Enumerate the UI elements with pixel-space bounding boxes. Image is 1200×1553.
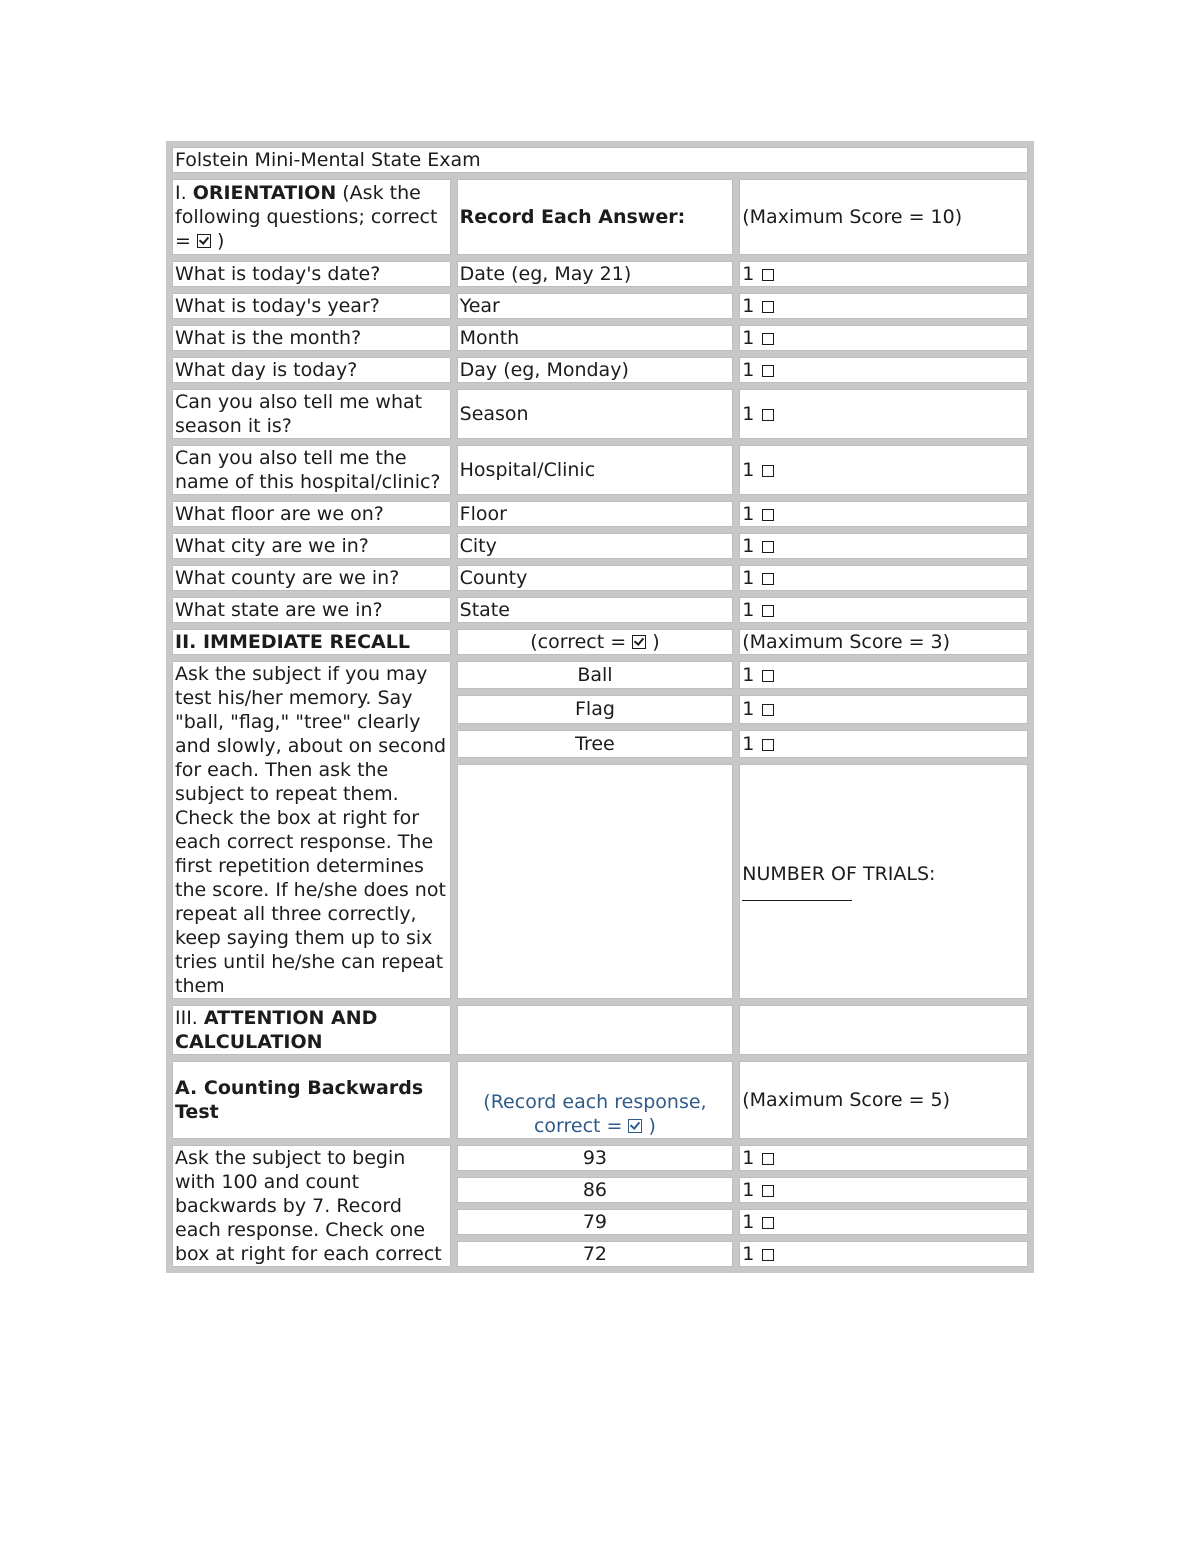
answer-field: Year xyxy=(457,293,734,319)
question: Can you also tell me what season it is? xyxy=(172,389,451,439)
checked-box-icon xyxy=(632,635,646,649)
score-checkbox[interactable] xyxy=(762,409,774,421)
score-cell: 1 xyxy=(739,730,1028,758)
answer-field: Floor xyxy=(457,501,734,527)
answer-field: Date (eg, May 21) xyxy=(457,261,734,287)
score-checkbox[interactable] xyxy=(762,541,774,553)
score-checkbox[interactable] xyxy=(762,465,774,477)
score-checkbox[interactable] xyxy=(762,1153,774,1165)
score-cell: 1 xyxy=(739,661,1028,689)
score-cell: 1 xyxy=(739,325,1028,351)
orientation-header-row xyxy=(172,179,1028,255)
score-cell: 1 xyxy=(739,1209,1028,1235)
counting-response: 86 xyxy=(457,1177,734,1203)
score-checkbox[interactable] xyxy=(762,1185,774,1197)
counting-record-legend: (Record each response, correct = ) xyxy=(457,1061,734,1139)
trials-label: NUMBER OF TRIALS: xyxy=(742,863,936,885)
recall-max-score: (Maximum Score = 3) xyxy=(739,629,1028,655)
recall-correct-legend: (correct = ) xyxy=(457,629,734,655)
score-cell: 1 xyxy=(739,597,1028,623)
score-cell: 1 xyxy=(739,1177,1028,1203)
recall-word: Flag xyxy=(457,695,734,723)
question: Can you also tell me the name of this hospital/clinic? xyxy=(172,445,451,495)
orientation-max-score: (Maximum Score = 10) xyxy=(739,179,1028,255)
recall-instructions: Ask the subject if you may test his/her memory. Say "ball, "flag," "tree" clearly and slowly, about on second for each. Then ask the subject to repeat them. Check the box at right for each correct response. The first repetition determines the score. If he/she does not repeat all three correctly, keep saying them up to six tries until he/she can repeat them xyxy=(172,661,451,999)
table-row xyxy=(172,533,1028,559)
score-checkbox[interactable] xyxy=(762,704,774,716)
score-cell: 1 xyxy=(739,357,1028,383)
score-checkbox[interactable] xyxy=(762,605,774,617)
question: What is the month? xyxy=(172,325,451,351)
trials-cell xyxy=(739,764,1028,999)
score-cell: 1 xyxy=(739,565,1028,591)
table-row xyxy=(172,445,1028,495)
checked-box-icon xyxy=(628,1119,642,1133)
score-checkbox[interactable] xyxy=(762,365,774,377)
answer-field: City xyxy=(457,533,734,559)
empty-cell xyxy=(457,1005,734,1055)
question: What floor are we on? xyxy=(172,501,451,527)
question: What city are we in? xyxy=(172,533,451,559)
table-row xyxy=(172,661,1028,689)
answer-field: Month xyxy=(457,325,734,351)
counting-response: 72 xyxy=(457,1241,734,1267)
score-checkbox[interactable] xyxy=(762,670,774,682)
recall-title: II. IMMEDIATE RECALL xyxy=(172,629,451,655)
trials-input-line[interactable] xyxy=(742,886,852,901)
answer-field: Hospital/Clinic xyxy=(457,445,734,495)
record-each-answer-label: Record Each Answer: xyxy=(457,179,734,255)
score-checkbox[interactable] xyxy=(762,1249,774,1261)
mmse-form-table xyxy=(166,141,1034,1273)
score-cell: 1 xyxy=(739,261,1028,287)
score-cell: 1 xyxy=(739,501,1028,527)
recall-word: Ball xyxy=(457,661,734,689)
form-title: Folstein Mini-Mental State Exam xyxy=(172,147,1028,173)
score-cell: 1 xyxy=(739,1241,1028,1267)
question: What county are we in? xyxy=(172,565,451,591)
table-row xyxy=(172,325,1028,351)
answer-field: County xyxy=(457,565,734,591)
score-cell: 1 xyxy=(739,1145,1028,1171)
orientation-title: ORIENTATION xyxy=(192,182,337,204)
score-cell: 1 xyxy=(739,293,1028,319)
counting-response: 93 xyxy=(457,1145,734,1171)
score-checkbox[interactable] xyxy=(762,269,774,281)
answer-field: State xyxy=(457,597,734,623)
question: What is today's date? xyxy=(172,261,451,287)
empty-cell xyxy=(739,1005,1028,1055)
counting-header-row xyxy=(172,1061,1028,1139)
table-row xyxy=(172,293,1028,319)
score-cell: 1 xyxy=(739,533,1028,559)
orientation-header: I. ORIENTATION (Ask the following questions; correct = ) xyxy=(172,179,451,255)
table-row xyxy=(172,565,1028,591)
table-row xyxy=(172,261,1028,287)
empty-cell xyxy=(457,764,734,999)
table-row xyxy=(172,1145,1028,1171)
question: What is today's year? xyxy=(172,293,451,319)
recall-word: Tree xyxy=(457,730,734,758)
answer-field: Day (eg, Monday) xyxy=(457,357,734,383)
table-row xyxy=(172,357,1028,383)
counting-instructions: Ask the subject to begin with 100 and count backwards by 7. Record each response. Check one box at right for each correct xyxy=(172,1145,451,1267)
title-row xyxy=(172,147,1028,173)
counting-max-score: (Maximum Score = 5) xyxy=(739,1061,1028,1139)
score-checkbox[interactable] xyxy=(762,333,774,345)
table-row xyxy=(172,597,1028,623)
score-checkbox[interactable] xyxy=(762,301,774,313)
table-row xyxy=(172,501,1028,527)
counting-title: A. Counting Backwards Test xyxy=(172,1061,451,1139)
score-cell: 1 xyxy=(739,445,1028,495)
recall-header-row xyxy=(172,629,1028,655)
score-checkbox[interactable] xyxy=(762,509,774,521)
table-row xyxy=(172,389,1028,439)
question: What state are we in? xyxy=(172,597,451,623)
question: What day is today? xyxy=(172,357,451,383)
score-checkbox[interactable] xyxy=(762,1217,774,1229)
attention-header-row xyxy=(172,1005,1028,1055)
checked-box-icon xyxy=(197,234,211,248)
attention-title: III. ATTENTION AND CALCULATION xyxy=(172,1005,451,1055)
score-cell: 1 xyxy=(739,389,1028,439)
score-checkbox[interactable] xyxy=(762,573,774,585)
answer-field: Season xyxy=(457,389,734,439)
score-cell: 1 xyxy=(739,695,1028,723)
score-checkbox[interactable] xyxy=(762,739,774,751)
counting-response: 79 xyxy=(457,1209,734,1235)
